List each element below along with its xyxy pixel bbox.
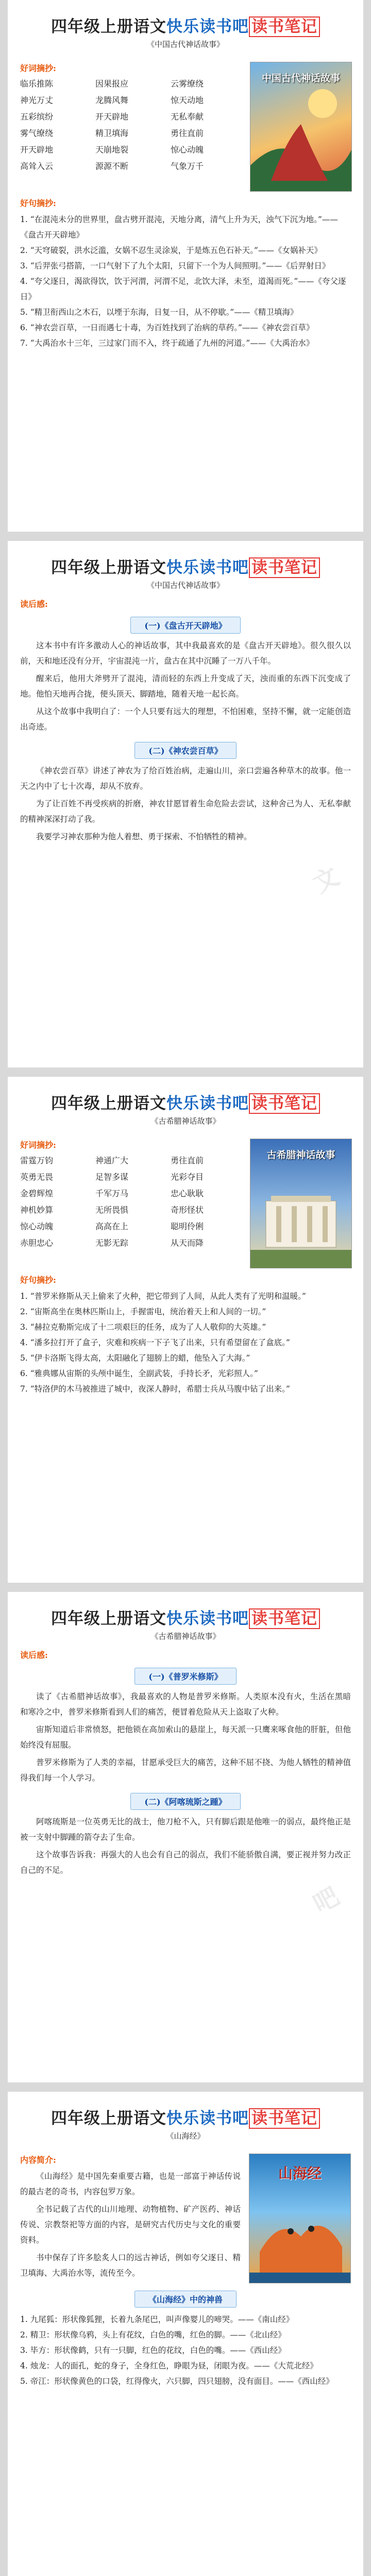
section-banner: (二)《神农尝百草》 [20, 742, 351, 759]
word-item: 无影无踪 [95, 1238, 129, 1248]
text-line: 7. “特洛伊的木马被推进了城中，夜深人静时，希腊士兵从马腹中钻了出来。” [20, 1384, 290, 1394]
text-line: 4. “夸父逐日，渴欲得饮，饮于河渭，河渭不足，北饮大泽，未至，道渴而死。”——《夸父逐日》 [20, 277, 346, 301]
review-paragraphs [20, 638, 351, 735]
review-paragraphs [20, 763, 351, 844]
section-banner: (一)《普罗米修斯》 [20, 1668, 351, 1685]
book-cover: 山海经 [249, 2154, 351, 2283]
book-cover: 古希腊神话故事 [250, 1139, 352, 1268]
word-item: 源源不断 [95, 161, 129, 171]
book-title: 《古希腊神话故事》 [150, 1632, 221, 1641]
word-item: 雾气缭绕 [20, 128, 54, 138]
word-item: 光彩夺目 [171, 1172, 204, 1182]
review-label: 读后感: [20, 599, 48, 609]
text-line: 3. “后羿张弓搭箭，一口气射下了九个太阳，只留下一个为人间照明。”——《后羿射日》 [20, 261, 330, 270]
word-item: 英勇无畏 [20, 1172, 54, 1182]
word-item: 惊天动地 [171, 95, 204, 105]
word-item: 忠心耿耿 [171, 1189, 204, 1198]
text-line: 2. “宙斯高坐在奥林匹斯山上，手握雷电，统治着天上和人间的一切。” [20, 1307, 266, 1316]
page-2 [8, 541, 363, 1077]
page-5 [8, 2092, 363, 2576]
page-title: 四年级上册语文快乐读书吧 读书笔记 [20, 1605, 351, 1629]
word-grid [20, 1154, 242, 1250]
page-title: 四年级上册语文快乐读书吧 读书笔记 [20, 13, 351, 37]
intro-paragraphs [20, 2168, 241, 2281]
word-item: 高耸入云 [20, 161, 54, 171]
text-line: 我要学习神农那种为他人着想、勇于探索、不怕牺牲的精神。 [36, 832, 252, 841]
text-line: 为了让百姓不再受疾病的折磨，神农甘愿冒着生命危险去尝试，这种舍己为人、无私奉献的精神深深打动了我。 [20, 799, 351, 824]
word-item: 奇形怪状 [171, 1205, 204, 1215]
text-line: 1. “在混沌未分的世界里，盘古劈开混沌，天地分离，清气上升为天，浊气下沉为地。”——《盘古开天辟地》 [20, 215, 338, 240]
word-item: 天崩地裂 [95, 145, 129, 155]
word-item: 足智多谋 [95, 1172, 129, 1182]
review-paragraphs [20, 1814, 351, 1878]
word-item: 惊心动魄 [171, 145, 204, 155]
text-line: 2. 精卫：形状像乌鸦，头上有花纹，白色的嘴，红色的脚。——《北山经》 [20, 2330, 286, 2340]
text-line: 3. “赫拉克勒斯完成了十二项艰巨的任务，成为了人人敬仰的大英雄。” [20, 1323, 266, 1332]
text-line: 6. “神农尝百草，一日而遇七十毒，为百姓找到了治病的草药。”——《神农尝百草》 [20, 323, 314, 332]
text-line: 5. “伊卡洛斯飞得太高，太阳融化了翅膀上的蜡，他坠入了大海。” [20, 1353, 250, 1363]
book-title: 《中国古代神话故事》 [146, 581, 224, 590]
text-line: 书中保存了许多脍炙人口的远古神话，例如夸父逐日、精卫填海、大禹治水等，流传至今。 [20, 2253, 241, 2278]
word-item: 勇往直前 [171, 128, 204, 138]
page-title: 四年级上册语文快乐读书吧 读书笔记 [20, 1090, 351, 1113]
words-label: 好词摘抄: [20, 1140, 56, 1150]
text-line: 《神农尝百草》讲述了神农为了给百姓治病，走遍山川，亲口尝遍各种草木的故事。他一天之内中了七十次毒，却从不放弃。 [20, 766, 351, 791]
book-title: 《古希腊神话故事》 [150, 1116, 221, 1126]
text-line: 6. “雅典娜从宙斯的头颅中诞生，全副武装，手持长矛，光彩照人。” [20, 1369, 258, 1378]
word-item: 临乐推陈 [20, 79, 54, 89]
page-title: 四年级上册语文快乐读书吧 读书笔记 [20, 2105, 351, 2128]
sentences-label: 好句摘抄: [20, 198, 56, 208]
text-line: 1. 九尾狐：形状像狐狸，长着九条尾巴，叫声像婴儿的啼哭。——《南山经》 [20, 2315, 294, 2324]
words-label: 好词摘抄: [20, 63, 56, 73]
book-title: 《山海经》 [166, 2131, 205, 2141]
text-line: 从这个故事中我明白了：一个人只要有远大的理想，不怕困难，坚持不懈，就一定能创造出奇迹。 [20, 707, 351, 732]
word-item: 赤胆忠心 [20, 1238, 54, 1248]
text-line: 1. “普罗米修斯从天上偷来了火种，把它带到了人间，从此人类有了光明和温暖。” [20, 1292, 306, 1301]
word-item: 神机妙算 [20, 1205, 54, 1215]
word-item: 聪明伶俐 [171, 1222, 204, 1231]
word-item: 气象万千 [171, 161, 204, 171]
word-grid [20, 77, 242, 174]
section-banner: (二)《阿喀琉斯之踵》 [20, 1793, 351, 1810]
word-item: 无所畏惧 [95, 1205, 129, 1215]
word-item: 云雾缭绕 [171, 79, 204, 89]
word-item: 金碧辉煌 [20, 1189, 54, 1198]
watermark: 吧 [308, 1882, 344, 1919]
word-item: 惊心动魄 [20, 1222, 54, 1231]
intro-label: 内容简介: [20, 2155, 56, 2165]
word-item: 神通广大 [95, 1156, 129, 1165]
text-line: 这本书中有许多激动人心的神话故事，其中我最喜欢的是《盘古开天辟地》。很久很久以前，天和地还没有分开，宇宙混沌一片，盘古在其中沉睡了一万八千年。 [20, 641, 351, 666]
word-item: 五彩缤纷 [20, 112, 54, 122]
text-line: 醒来后，他用大斧劈开了混沌，清而轻的东西上升变成了天，浊而重的东西下沉变成了地。他怕天地再合拢，便头顶天、脚踏地，随着天地一起长高。 [20, 674, 351, 699]
section-banner: 《山海经》中的神兽 [20, 2291, 351, 2308]
watermark: 文 [308, 861, 344, 899]
text-line: 普罗米修斯为了人类的幸福，甘愿承受巨大的痛苦，这种不屈不挠、为他人牺牲的精神值得我们每一个人学习。 [20, 1758, 351, 1783]
book-title: 《中国古代神话故事》 [146, 40, 224, 49]
review-label: 读后感: [20, 1650, 48, 1660]
text-line: 4. 烛龙：人的面孔，蛇的身子，全身红色，睁眼为昼，闭眼为夜。——《大荒北经》 [20, 2361, 318, 2370]
review-paragraphs [20, 1689, 351, 1786]
word-item: 千军万马 [95, 1189, 129, 1198]
word-item: 高高在上 [95, 1222, 129, 1231]
creature-list [20, 2312, 351, 2389]
text-line: 《山海经》是中国先秦重要古籍，也是一部富于神话传说的最古老的奇书，内容包罗万象。 [20, 2172, 241, 2196]
word-item: 勇往直前 [171, 1156, 204, 1165]
text-line: 5. 帝江：形状像黄色的口袋，红得像火，六只脚，四只翅膀，没有面目。——《西山经》 [20, 2377, 334, 2386]
word-item: 开天辟地 [95, 112, 129, 122]
page-4 [8, 1592, 363, 2092]
page-3 [8, 1077, 363, 1592]
sentences-label: 好句摘抄: [20, 1275, 56, 1285]
text-line: 宙斯知道后非常愤怒，把他锁在高加索山的悬崖上，每天派一只鹰来啄食他的肝脏，但他始终没有屈服。 [20, 1725, 351, 1750]
text-line: 读了《古希腊神话故事》，我最喜欢的人物是普罗米修斯。人类原本没有火，生活在黑暗和寒冷之中，普罗米修斯看到人们的痛苦，便冒着危险从天上盗取了火种。 [20, 1692, 351, 1717]
text-line: 4. “潘多拉打开了盒子，灾难和疾病一下子飞了出来，只有希望留在了盒底。” [20, 1338, 290, 1347]
page-1 [8, 0, 363, 541]
book-cover: 中国古代神话故事 [250, 62, 352, 192]
word-item: 雷霆万钧 [20, 1156, 54, 1165]
text-line: 这个故事告诉我：再强大的人也会有自己的弱点，我们不能骄傲自满，要正视并努力改正自己的不足。 [20, 1850, 351, 1875]
section-banner: (一)《盘古开天辟地》 [20, 617, 351, 634]
text-line: 全书记载了古代的山川地理、动物植物、矿产医药、神话传说、宗教祭祀等方面的内容，是研究古代历史与文化的重要资料。 [20, 2205, 241, 2245]
word-item: 从天而降 [171, 1238, 204, 1248]
sentence-list [20, 1289, 351, 1397]
text-line: 2. “天穹破裂，洪水泛滥，女娲不忍生灵涂炭，于是炼五色石补天。”——《女娲补天》 [20, 246, 322, 255]
text-line: 阿喀琉斯是一位英勇无比的战士，他刀枪不入，只有脚后跟是他唯一的弱点，最终他正是被一支射中脚踵的箭夺去了生命。 [20, 1817, 351, 1842]
text-line: 3. 毕方：形状像鹤，只有一只脚，红色的花纹，白色的嘴。——《西山经》 [20, 2346, 286, 2355]
word-item: 龙腾风舞 [95, 95, 129, 105]
word-item: 开天辟地 [20, 145, 54, 155]
text-line: 7. “大禹治水十三年，三过家门而不入，终于疏通了九州的河道。”——《大禹治水》 [20, 338, 314, 348]
text-line: 5. “精卫衔西山之木石，以堙于东海，日复一日，从不停歇。”——《精卫填海》 [20, 308, 298, 317]
word-item: 神光万丈 [20, 95, 54, 105]
sentence-list [20, 212, 351, 351]
word-item: 无私奉献 [171, 112, 204, 122]
page-title: 四年级上册语文快乐读书吧 读书笔记 [20, 554, 351, 578]
word-item: 精卫填海 [95, 128, 129, 138]
word-item: 因果报应 [95, 79, 129, 89]
